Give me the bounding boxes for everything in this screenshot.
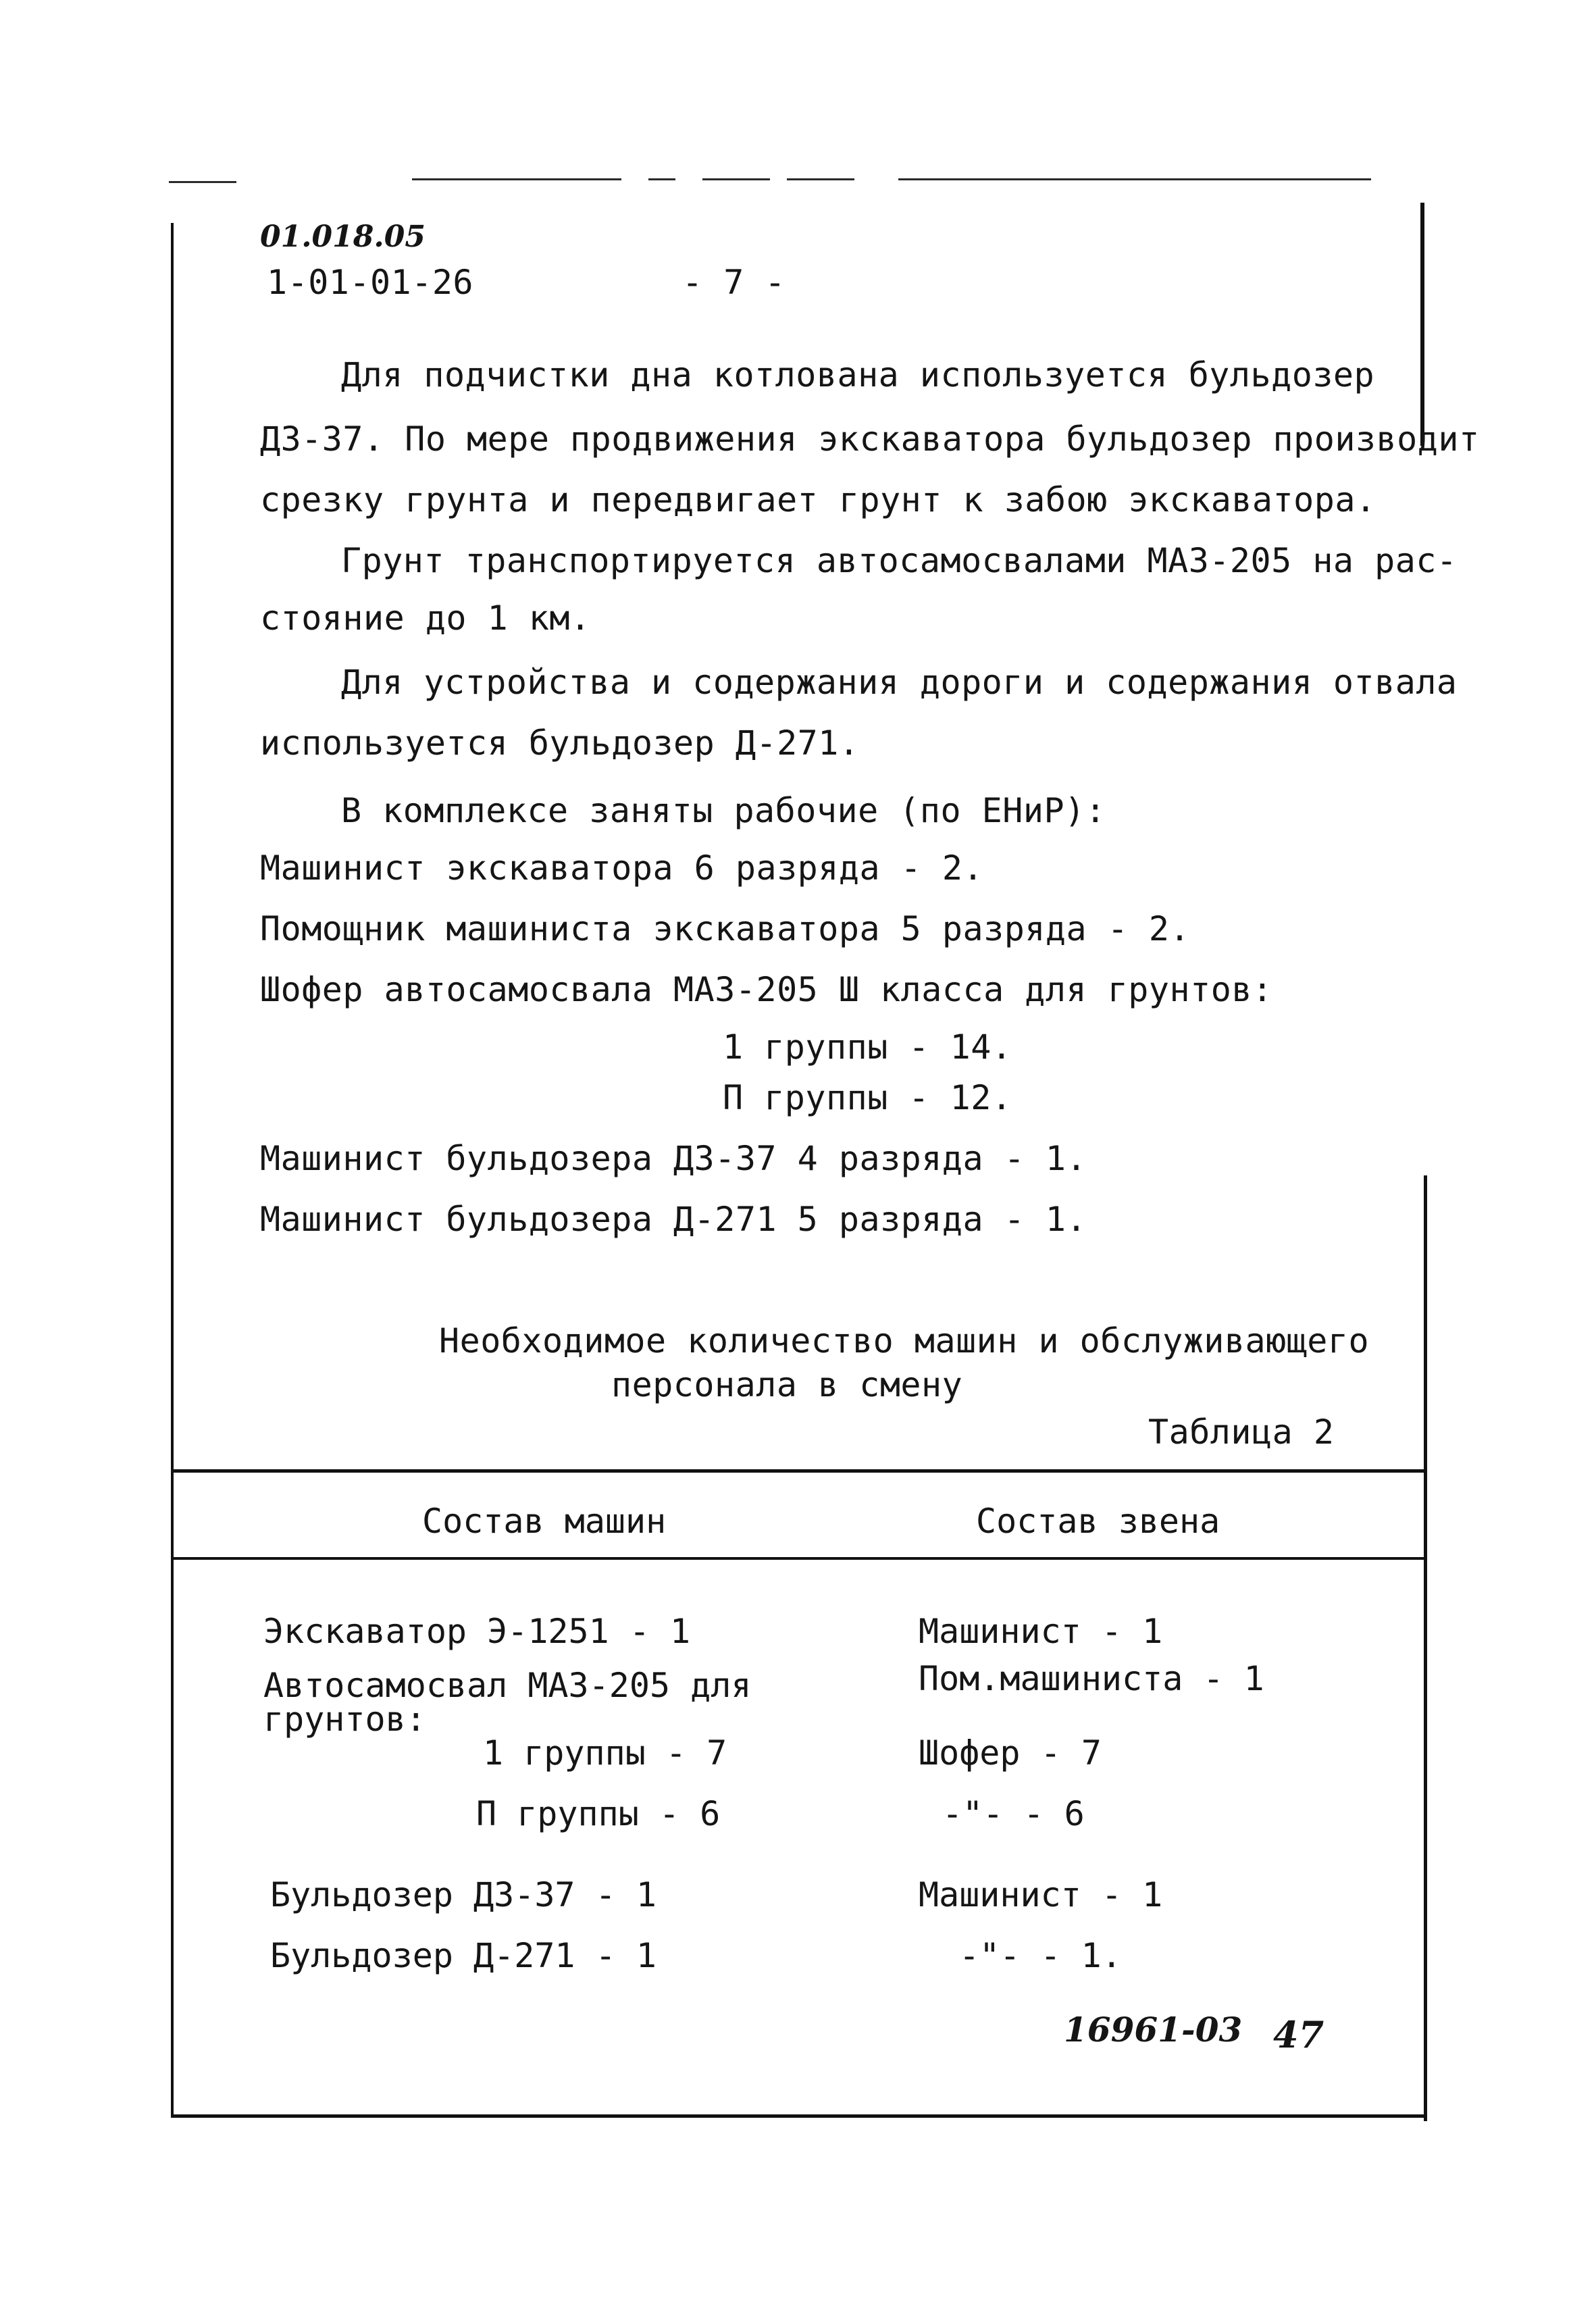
table-cell-machine: Бульдозер ДЗ-37 - 1 xyxy=(270,1875,657,1914)
top-dash-4 xyxy=(702,178,770,180)
table-cell-machine: Экскаватор Э-1251 - 1 xyxy=(263,1612,691,1651)
table-cell-machine: Автосамосвал МАЗ-205 для xyxy=(263,1666,752,1705)
frame-right-bottom xyxy=(1424,1175,1427,2121)
table-cell-crew: -"- - 6 xyxy=(942,1794,1085,1833)
paragraph-line: Для подчистки дна котлована используется бульдозер xyxy=(341,355,1375,395)
table-header-rule xyxy=(171,1557,1424,1560)
table-cell-crew: Машинист - 1 xyxy=(919,1875,1163,1914)
handwritten-inventory-number: 16961-03 xyxy=(1064,2010,1243,2050)
handwritten-sheet-number: 47 xyxy=(1273,2013,1324,2056)
document-number: 1-01-01-26 xyxy=(267,263,474,302)
table-cell-machine: грунтов: xyxy=(263,1700,426,1739)
page-number: - 7 - xyxy=(682,263,786,302)
table-caption-line1: Необходимое количество машин и обслуживающего xyxy=(439,1321,1370,1361)
paragraph-line: П группы - 12. xyxy=(723,1078,1012,1117)
top-dash-2 xyxy=(412,178,621,180)
top-dash-6 xyxy=(898,178,1371,180)
top-dash-5 xyxy=(787,178,854,180)
frame-right-top xyxy=(1420,203,1424,446)
paragraph-line: 1 группы - 14. xyxy=(723,1027,1012,1067)
paragraph-line: Помощник машиниста экскаватора 5 разряда - 2. xyxy=(260,909,1191,948)
frame-bottom xyxy=(171,2114,1426,2118)
table-top-rule xyxy=(171,1469,1424,1473)
table-cell-crew: -"- - 1. xyxy=(959,1936,1122,1975)
paragraph-line: Машинист бульдозера Д-271 5 разряда - 1. xyxy=(260,1200,1087,1239)
paragraph-line: Для устройства и содержания дороги и содержания отвала xyxy=(341,663,1458,702)
paragraph-line: Машинист бульдозера ДЗ-37 4 разряда - 1. xyxy=(260,1139,1087,1178)
paragraph-line: используется бульдозер Д-271. xyxy=(260,723,860,763)
paragraph-line: срезку грунта и передвигает грунт к забою экскаватора. xyxy=(260,480,1376,519)
top-dash-3 xyxy=(648,178,675,180)
table-label: Таблица 2 xyxy=(1148,1413,1335,1452)
table-cell-machine: Бульдозер Д-271 - 1 xyxy=(270,1936,657,1975)
paragraph-line: В комплексе заняты рабочие (по ЕНиР): xyxy=(341,791,1106,830)
handwritten-code: 01.018.05 xyxy=(260,220,426,254)
top-dash-1 xyxy=(169,181,236,183)
table-cell-crew: Шофер - 7 xyxy=(919,1733,1102,1773)
paragraph-line: ДЗ-37. По мере продвижения экскаватора бульдозер производит xyxy=(260,420,1480,459)
table-header-crew: Состав звена xyxy=(976,1502,1220,1541)
paragraph-line: Шофер автосамосвала МАЗ-205 Ш класса для грунтов: xyxy=(260,970,1273,1009)
table-header-machines: Состав машин xyxy=(422,1502,667,1541)
paragraph-line: стояние до 1 км. xyxy=(260,599,591,638)
paragraph-line: Грунт транспортируется автосамосвалами МАЗ-205 на рас- xyxy=(341,541,1458,580)
paragraph-line: Машинист экскаватора 6 разряда - 2. xyxy=(260,848,984,888)
table-cell-machine: 1 группы - 7 xyxy=(483,1733,727,1773)
frame-left xyxy=(171,223,174,2118)
table-cell-machine: П группы - 6 xyxy=(476,1794,721,1833)
table-cell-crew: Машинист - 1 xyxy=(919,1612,1163,1651)
table-cell-crew: Пом.машиниста - 1 xyxy=(919,1659,1264,1698)
table-caption-line2: персонала в смену xyxy=(611,1365,963,1404)
